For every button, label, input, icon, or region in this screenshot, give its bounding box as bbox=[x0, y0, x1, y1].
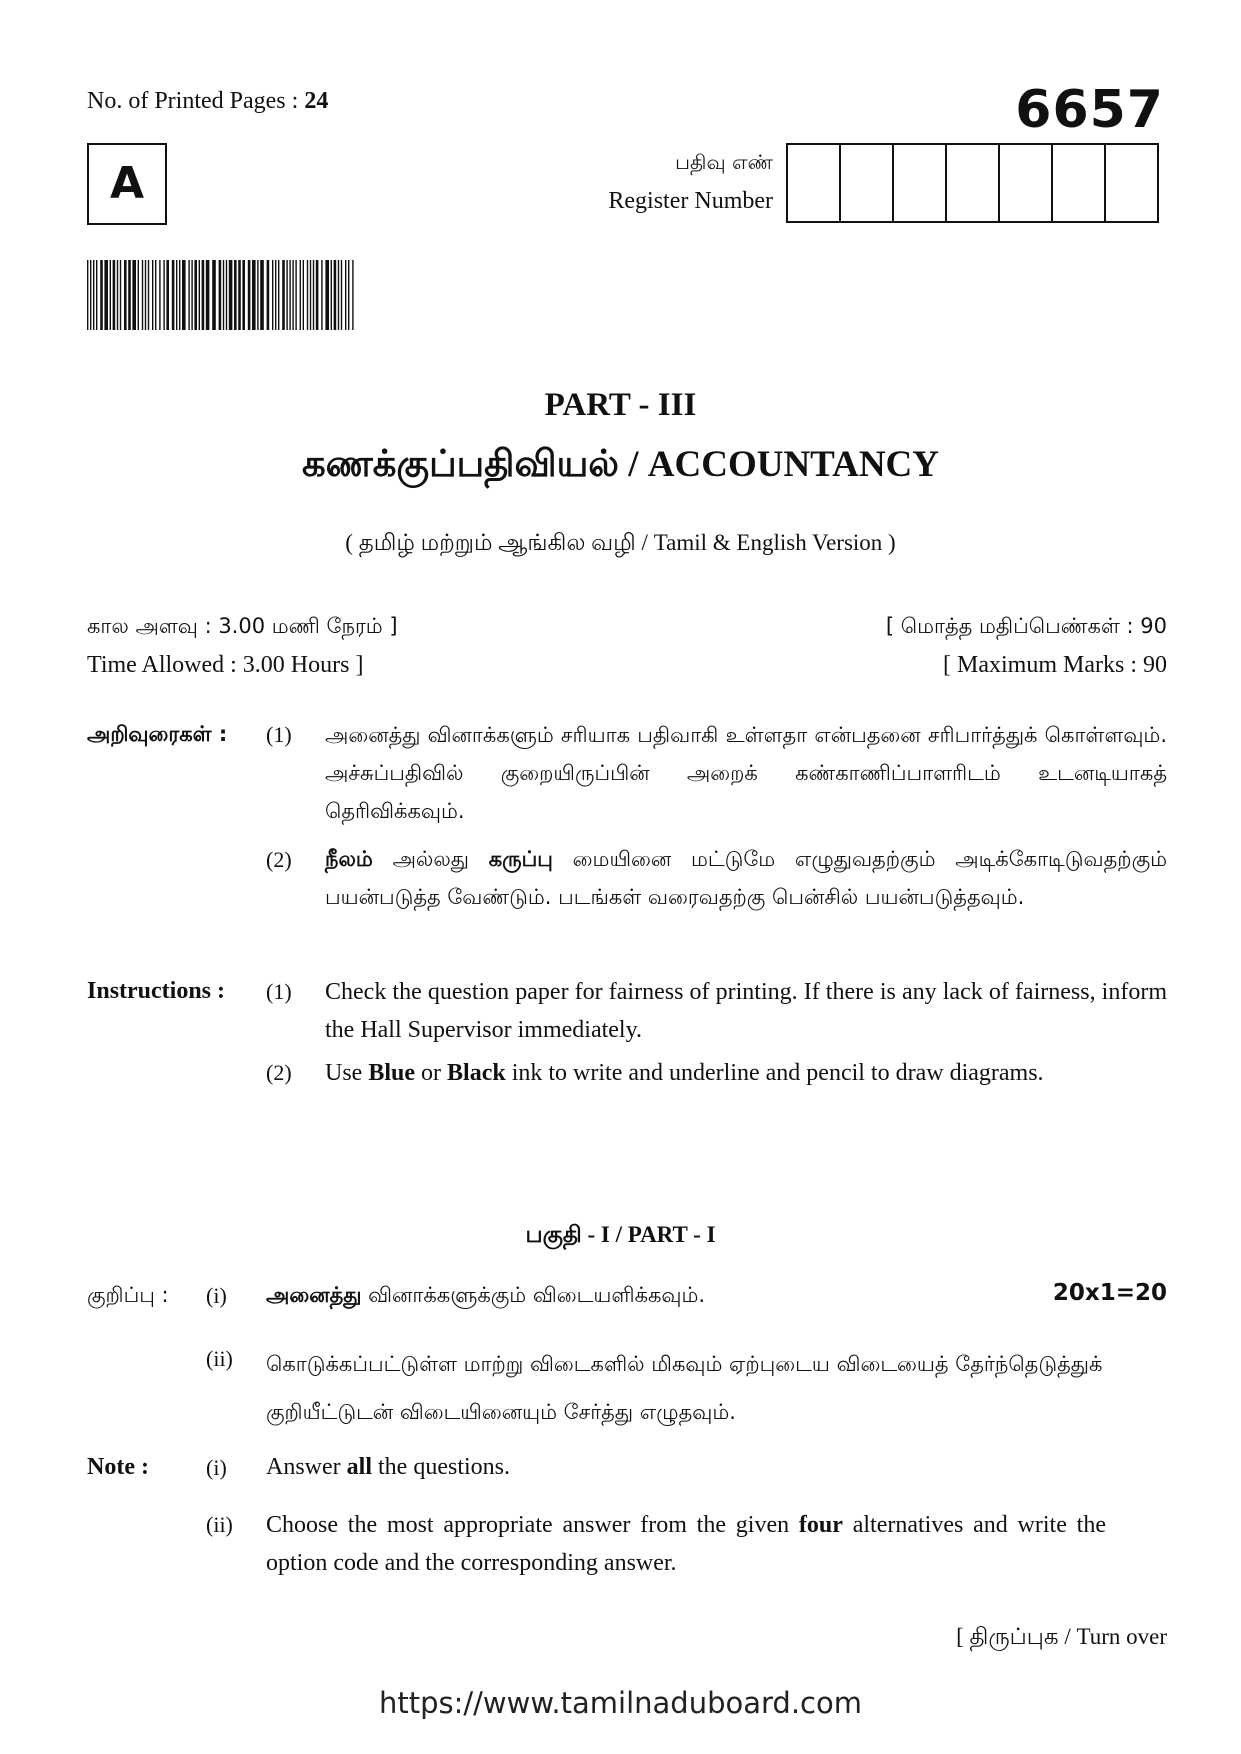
barcode-bar bbox=[155, 260, 156, 330]
barcode-bar bbox=[138, 260, 139, 330]
register-label-english: Register Number bbox=[608, 188, 773, 214]
barcode-bar bbox=[334, 260, 337, 330]
barcode-bar bbox=[87, 260, 88, 330]
barcode-bar bbox=[194, 260, 197, 330]
instructions-english-item2 bbox=[325, 1054, 1167, 1092]
instructions-tamil-item1: அனைத்து வினாக்களும் சரியாக பதிவாகி உள்ளதா என்பதனை சரிபார்த்துக் கொள்ளவும். அச்சுப்பதிவில் குறையிருப்பின் அறைக் கண்காணிப்பாளரிடம் உடனடியாகத் தெரிவிக்கவும். bbox=[325, 723, 1167, 823]
barcode-bar bbox=[321, 260, 322, 330]
version-line: ( தமிழ் மற்றும் ஆங்கில வழி / Tamil & English Version ) bbox=[345, 530, 896, 555]
time-allowed-tamil: கால அளவு : 3.00 மணி நேரம் ] bbox=[87, 614, 398, 638]
barcode-bar bbox=[292, 260, 293, 330]
barcode-bar bbox=[132, 260, 136, 330]
barcode-bar bbox=[202, 260, 205, 330]
barcode-bar bbox=[338, 260, 339, 330]
barcode-bar bbox=[90, 260, 91, 330]
note-english-label: Note : bbox=[87, 1454, 149, 1480]
barcode-bar bbox=[226, 260, 227, 330]
instructions-tamil-item2 bbox=[325, 840, 1167, 916]
instructions-english-item2-number: (2) bbox=[266, 1060, 292, 1085]
barcode-bar bbox=[275, 260, 276, 330]
maximum-marks-tamil: [ மொத்த மதிப்பெண்கள் : 90 bbox=[885, 614, 1167, 638]
register-digit-box[interactable] bbox=[788, 145, 841, 221]
barcode-bar bbox=[188, 260, 189, 330]
barcode-bar bbox=[206, 260, 210, 330]
barcode-bar bbox=[163, 260, 164, 330]
barcode-bar bbox=[179, 260, 180, 330]
barcode-bar bbox=[117, 260, 118, 330]
instructions-english-item2-pre: Use bbox=[325, 1060, 369, 1086]
instructions-english-item1-number: (1) bbox=[266, 979, 292, 1004]
note-english-i-bold: all bbox=[346, 1454, 372, 1480]
note-tamil-ii-number: (ii) bbox=[206, 1346, 233, 1371]
barcode-bar bbox=[345, 260, 346, 330]
note-english-i-number: (i) bbox=[206, 1455, 227, 1480]
barcode bbox=[87, 260, 357, 330]
barcode-bar bbox=[282, 260, 285, 330]
note-english-ii-bold: four bbox=[798, 1512, 843, 1538]
note-tamil-i bbox=[266, 1283, 705, 1310]
barcode-bar bbox=[219, 260, 222, 330]
paper-code: 6657 bbox=[1015, 80, 1164, 140]
barcode-bar bbox=[172, 260, 175, 330]
barcode-bar bbox=[325, 260, 329, 330]
barcode-bar bbox=[96, 260, 97, 330]
barcode-bar bbox=[191, 260, 192, 330]
turn-over: [ திருப்புக / Turn over bbox=[956, 1624, 1167, 1649]
barcode-bar bbox=[148, 260, 149, 330]
note-english-i-pre: Answer bbox=[266, 1454, 347, 1480]
barcode-bar bbox=[242, 260, 245, 330]
printed-pages-label: No. of Printed Pages : bbox=[87, 88, 305, 114]
barcode-bar bbox=[289, 260, 290, 330]
barcode-bar bbox=[267, 260, 270, 330]
instructions-english-item2-mid: or bbox=[415, 1060, 448, 1086]
barcode-bar bbox=[352, 260, 353, 330]
printed-pages-value: 24 bbox=[304, 88, 329, 114]
barcode-bar bbox=[212, 260, 216, 330]
barcode-bar bbox=[223, 260, 224, 330]
barcode-bar bbox=[93, 260, 94, 330]
instructions-tamil-item2-mid: அல்லது bbox=[372, 847, 489, 871]
barcode-bar bbox=[142, 260, 143, 330]
note-english-ii-rest: alternatives and write the option code and the corresponding answer. bbox=[266, 1512, 1106, 1576]
barcode-bar bbox=[316, 260, 319, 330]
barcode-bar bbox=[300, 260, 301, 330]
note-english-ii bbox=[266, 1506, 1106, 1582]
barcode-bar bbox=[278, 260, 279, 330]
black-ink-english: Black bbox=[447, 1060, 506, 1086]
barcode-bar bbox=[348, 260, 349, 330]
barcode-bar bbox=[234, 260, 237, 330]
note-english-i bbox=[266, 1454, 510, 1481]
barcode-bar bbox=[182, 260, 186, 330]
part-heading: PART - III bbox=[544, 387, 697, 423]
barcode-bar bbox=[104, 260, 108, 330]
register-digit-box[interactable] bbox=[841, 145, 894, 221]
question-set-code: A bbox=[87, 143, 167, 225]
barcode-bar bbox=[303, 260, 304, 330]
blue-ink-tamil: நீலம் bbox=[325, 847, 373, 871]
barcode-bar bbox=[229, 260, 233, 330]
register-digit-box[interactable] bbox=[947, 145, 1000, 221]
barcode-bar bbox=[248, 260, 251, 330]
note-english-ii-pre: Choose the most appropriate answer from the given bbox=[266, 1512, 799, 1538]
register-digit-box[interactable] bbox=[1000, 145, 1053, 221]
barcode-bar bbox=[286, 260, 287, 330]
barcode-bar bbox=[252, 260, 256, 330]
note-tamil-ii: கொடுக்கப்பட்டுள்ள மாற்று விடைகளில் மிகவும் ஏற்புடைய விடையைத் தேர்ந்தெடுத்துக் குறியீட்டுடன் விடையினையும் சேர்த்து எழுதவும். bbox=[266, 1352, 1103, 1424]
black-ink-tamil: கருப்பு bbox=[488, 847, 553, 871]
subject-title: கணக்குப்பதிவியல் / ACCOUNTANCY bbox=[302, 444, 939, 485]
barcode-bar bbox=[159, 260, 160, 330]
barcode-bar bbox=[295, 260, 296, 330]
instructions-tamil-item2-rest: மையினை மட்டுமே எழுதுவதற்கும் அடிக்கோடிடுவதற்கும் பயன்படுத்த வேண்டும். படங்கள் வரைவதற்கு பென்சில் பயன்படுத்தவும். bbox=[325, 847, 1168, 909]
register-number-boxes bbox=[786, 143, 1159, 223]
barcode-bar bbox=[145, 260, 146, 330]
register-digit-box[interactable] bbox=[1053, 145, 1106, 221]
marks-scheme: 20x1=20 bbox=[1052, 1280, 1167, 1306]
barcode-bar bbox=[113, 260, 116, 330]
instructions-english-item1: Check the question paper for fairness of printing. If there is any lack of fairness, inform the Hall Supervisor immediately. bbox=[325, 979, 1167, 1043]
register-digit-box[interactable] bbox=[1106, 145, 1159, 221]
register-digit-box[interactable] bbox=[894, 145, 947, 221]
note-english-i-rest: the questions. bbox=[372, 1454, 510, 1480]
barcode-bar bbox=[331, 260, 332, 330]
instructions-english-label: Instructions : bbox=[87, 978, 226, 1004]
barcode-bar bbox=[120, 260, 121, 330]
barcode-bar bbox=[199, 260, 200, 330]
note-tamil-i-bold: அனைத்து bbox=[266, 1283, 362, 1307]
barcode-bar bbox=[307, 260, 308, 330]
instructions-tamil-label: அறிவுரைகள் : bbox=[87, 722, 228, 746]
barcode-bar bbox=[152, 260, 153, 330]
printed-pages bbox=[87, 88, 328, 115]
maximum-marks-english: [ Maximum Marks : 90 bbox=[943, 652, 1167, 678]
instructions-tamil-item2-number: (2) bbox=[266, 847, 292, 872]
note-tamil-i-rest: வினாக்களுக்கும் விடையளிக்கவும். bbox=[361, 1283, 706, 1307]
barcode-bar bbox=[176, 260, 177, 330]
barcode-bar bbox=[341, 260, 342, 330]
barcode-bar bbox=[166, 260, 169, 330]
blue-ink-english: Blue bbox=[368, 1060, 416, 1086]
barcode-bar bbox=[310, 260, 311, 330]
instructions-english-item2-rest: ink to write and underline and pencil to draw diagrams. bbox=[505, 1060, 1044, 1086]
note-tamil-label: குறிப்பு : bbox=[87, 1283, 169, 1307]
barcode-bar bbox=[110, 260, 111, 330]
barcode-bar bbox=[238, 260, 241, 330]
barcode-bar bbox=[100, 260, 103, 330]
footer-url[interactable]: https://www.tamilnaduboard.com bbox=[378, 1686, 862, 1720]
barcode-bar bbox=[313, 260, 314, 330]
barcode-bar bbox=[124, 260, 127, 330]
barcode-bar bbox=[257, 260, 258, 330]
note-tamil-i-number: (i) bbox=[206, 1283, 227, 1308]
time-allowed-english: Time Allowed : 3.00 Hours ] bbox=[87, 652, 364, 678]
instructions-tamil-item1-number: (1) bbox=[266, 722, 292, 747]
barcode-bar bbox=[128, 260, 131, 330]
part-one-heading: பகுதி - I / PART - I bbox=[525, 1222, 716, 1247]
register-label-tamil: பதிவு எண் bbox=[675, 150, 773, 174]
note-english-ii-number: (ii) bbox=[206, 1512, 233, 1537]
barcode-bar bbox=[272, 260, 273, 330]
barcode-bar bbox=[260, 260, 264, 330]
